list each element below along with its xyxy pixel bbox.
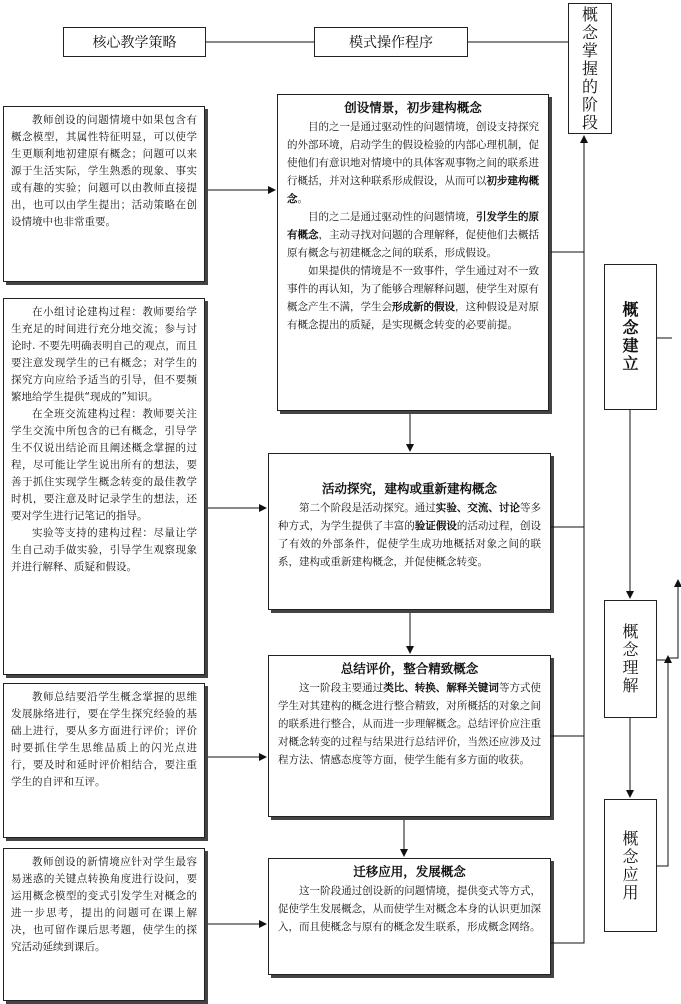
procedure-box-inquiry-title: 活动探究，建构或重新建构概念 [321, 481, 497, 496]
strategy-class-exchange: 在全班交流建构过程：教师要关注学生交流中所包含的已有概念，引导学生不仅说出结论而且阐述概念掌握的过程，尽可能让学生说出所有的想法，要善于抓住实现学生概念转变的最佳教学时机，要注意及时记录学生的想法，还要对学生进行记笔记的指导。 [11, 408, 197, 522]
procedure-box-evaluation-p1: 这一阶段主要通过类比、转换、解释关键词等方式使学生对其建构的概念进行整合精致，对所概括的对象之间的联系进行整合，从而进一步理解概念。总结评价应注重对概念转变的过程与结果进行总结评价，当然还应涉及过程方法、情感态度等方面，使学生能有多方面的收获。 [278, 682, 542, 766]
procedure-box-transfer-p1: 这一阶段通过创设新的问题情境，提供变式等方式，促使学生发展概念，从而使学生对概念本身的认识更加深入，而且使概念与原有的概念发生联系，形成概念网络。 [278, 885, 541, 933]
procedure-box-inquiry-p1: 第二个阶段是活动探究。通过实验、交流、讨论等多种方式，为学生提供了丰富的验证假设的活动过程，创设了有效的外部条件，促使学生成功地概括对象之间的联系，建构或重新建构概念，并促使概念转变。 [278, 502, 542, 568]
header-core-strategy-label: 核心教学策略 [92, 35, 177, 51]
arrow-procedure1-up-to-stage [551, 136, 584, 252]
procedure-box-situation-p2: 目的之二是通过驱动性的问题情境，引发学生的原有概念，主动寻找对问题的合理解释，促使他们去概括原有概念与初建概念之间的联系，形成假设。 [287, 211, 539, 259]
line-procedure4-to-stage-column [551, 736, 584, 943]
stage-concept-build-label: 概念建立 [622, 300, 639, 373]
strategy-box-evaluation-text: 教师总结要沿学生概念掌握的思维发展脉络进行，要在学生探究经验的基础上进行，要从多方面进行评价；评价时要抓住学生思维品质上的闪光点进行，要及时和延时评价相结合，要注重学生的自评和互评。 [11, 691, 197, 788]
procedure-box-evaluation-title: 总结评价，整合精致概念 [340, 661, 479, 676]
strategy-box-situation-text: 教师创设的问题情境中如果包含有概念模型，其属性特征明显，可以使学生更顺利地初建原有概念；问题可以来源于生活实际，学生熟悉的现象、事实或有趣的实验；问题可以由教师直接提出，也可以由学生提出；活动策略在创设情境中也非常重要。 [11, 114, 197, 228]
procedure-box-situation-p3: 如果提供的情境是不一致事件，学生通过对不一致事件的再认知，为了能够合理解释问题，使学生对原有概念产生不满，学生会形成新的假设，这种假设是对原有概念提出的质疑，是实现概念转变的必要前提。 [287, 265, 539, 331]
strategy-group-discussion: 在小组讨论建构过程：教师要给学生充足的时间进行充分地交流；参与讨论时. 不要先明确表明自己的观点，而且要注意发现学生的已有概念；对学生的探究方向应给予适当的引导，但不要频繁地给学生提供“现成的”知识。 [11, 306, 197, 403]
stage-concept-understand-label: 概念理解 [622, 622, 639, 695]
arrow-feedback-up [668, 580, 678, 658]
procedure-box-situation-title: 创设情景，初步建构概念 [344, 100, 482, 115]
stage-concept-apply-label: 概念应用 [622, 828, 639, 902]
line-procedure2-to-stage-column [551, 252, 584, 527]
procedure-box-situation-p1: 目的之一是通过驱动性的问题情境，创设支持探究的外部环境，启动学生的假设检验的内部心理机制，促使他们有意识地对情境中的具体客观事物之间的联系进行概括，并对这种联系形成假设，从而可以初步建构概念。 [287, 121, 539, 205]
procedure-box-transfer-title: 迁移应用，发展概念 [353, 864, 466, 879]
line-procedure3-to-stage-column [551, 527, 584, 736]
header-procedure-label: 模式操作程序 [349, 35, 433, 51]
header-stage-label: 概念掌握的阶段 [582, 4, 599, 132]
arrow-apply-feedback [657, 656, 668, 866]
strategy-box-transfer-text: 教师创设的新情境应针对学生最容易迷惑的关键点转换角度进行设问，要运用概念模型的变式引发学生对概念的进一步思考，提出的问题可在课上解决，也可留作课后思考题，使学生的探究活动延续到课后。 [11, 856, 197, 953]
strategy-experiment: 实验等支持的建构过程：尽量让学生自己动手做实验，引导学生观察现象并进行解释、质疑和假设。 [11, 527, 197, 573]
